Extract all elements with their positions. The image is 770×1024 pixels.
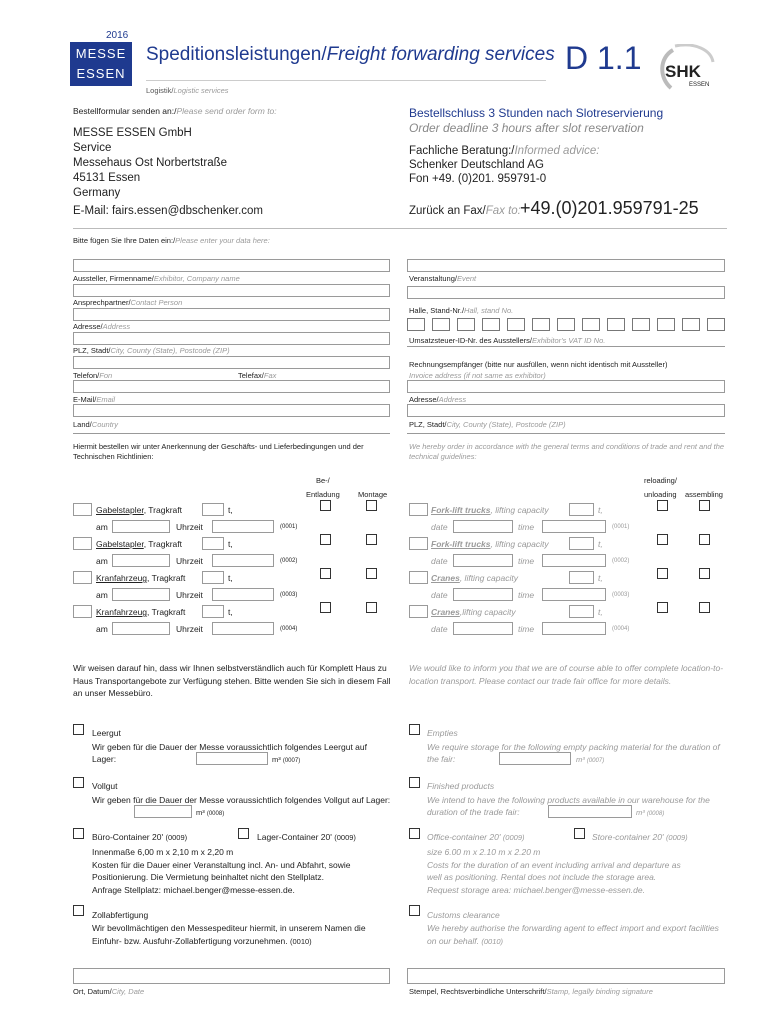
equip-time-en-label: time: [518, 624, 535, 634]
equip-date-en-input[interactable]: [453, 588, 513, 601]
country-label: Land/Country: [73, 420, 119, 429]
customs-de-text: Wir bevollmächtigen den Messespediteur hiermit, in unserem Namen die Einfuhr- bzw. Ausfuhr-Zollabfertigung vorzunehmen. (0010): [92, 923, 366, 946]
equip-label-de: Gabelstapler, Tragkraft: [96, 539, 182, 549]
equip-time-en-input[interactable]: [542, 554, 606, 567]
advice-company: Schenker Deutschland AG: [409, 159, 544, 171]
equip-qty-en-input[interactable]: [409, 537, 428, 550]
recipient-address: [73, 126, 227, 201]
fax-en: Fax to:: [485, 205, 521, 217]
equip-date-en-input[interactable]: [453, 520, 513, 533]
office-de-checkbox[interactable]: [73, 828, 84, 839]
container-en-text: size 6.00 m x 2.10 m x 2.20 m Costs for the duration of an event including arrival and departure as well as positioning. Rental does not include the storage area. Request storage area: michael.benger@messe-essen.de.: [427, 847, 681, 895]
equip-time-de-input[interactable]: [212, 588, 274, 601]
equip-code-en: (0004): [612, 626, 630, 632]
equip-code-de: (0004): [280, 626, 298, 632]
city-label: PLZ, Stadt/City, County (State), Postcode (ZIP): [73, 346, 230, 355]
equip-time-de-input[interactable]: [212, 622, 274, 635]
address-line: Messehaus Ost Norbertstraße: [73, 157, 228, 169]
equip-am-label: am: [96, 522, 108, 532]
equip-unit-en: t,: [598, 539, 603, 549]
equip-date-de-input[interactable]: [112, 622, 170, 635]
equip-unit: t,: [228, 539, 233, 549]
advice-label: [409, 145, 600, 157]
shk-sub: ESSEN: [689, 82, 710, 88]
equip-time-en-input[interactable]: [542, 520, 606, 533]
equip-label-de: Gabelstapler, Tragkraft: [96, 505, 182, 515]
empties-en-unit: m³ (0007): [576, 755, 605, 764]
empties-en-checkbox[interactable]: [409, 724, 420, 735]
col-unload-de-b: Entladung: [306, 490, 340, 499]
equip-unload-de-checkbox[interactable]: [320, 500, 331, 511]
equip-assembly-en-checkbox[interactable]: [699, 500, 710, 511]
title-divider: [146, 80, 546, 81]
full-de-checkbox[interactable]: [73, 777, 84, 788]
equip-qty-en-input[interactable]: [409, 605, 428, 618]
full-en-text: We intend to have the following products available in our warehouse for the duration of the trade fair:: [427, 795, 710, 817]
invoice-address-input[interactable]: [407, 404, 725, 417]
equip-code-de: (0001): [280, 524, 298, 530]
equip-capacity-en-input[interactable]: [569, 571, 594, 584]
transport-en: We would like to inform you that we are of course able to offer complete location-to-location transport. Please contact our trade fair office for more details.: [409, 663, 724, 686]
empties-de-title: Leergut: [92, 728, 121, 738]
equip-time-de-label: Uhrzeit: [176, 624, 203, 634]
equip-unit-en: t,: [598, 573, 603, 583]
address-input[interactable]: [73, 308, 390, 321]
office-en-checkbox[interactable]: [409, 828, 420, 839]
exhibitor-input[interactable]: [73, 259, 390, 272]
equip-assembly-de-checkbox[interactable]: [366, 602, 377, 613]
email-input[interactable]: [73, 380, 390, 393]
invoice-de: Rechnungsempfänger (bitte nur ausfüllen, wenn nicht identisch mit Aussteller): [409, 360, 668, 369]
order-text-en: We hereby order in accordance with the general terms and conditions of trade and rent and the technical guidelines:: [409, 442, 725, 461]
page-title: [146, 44, 555, 66]
contact-input[interactable]: [73, 284, 390, 297]
send-de: Bestellformular senden an:/: [73, 106, 177, 116]
equip-unit: t,: [228, 505, 233, 515]
invoice-name-input[interactable]: [407, 380, 725, 393]
equip-time-de-input[interactable]: [212, 554, 274, 567]
equip-date-en-input[interactable]: [453, 622, 513, 635]
equip-am-label: am: [96, 590, 108, 600]
equip-time-de-label: Uhrzeit: [176, 522, 203, 532]
vat-line: [407, 346, 725, 347]
equip-date-de-input[interactable]: [112, 588, 170, 601]
equip-am-label: am: [96, 624, 108, 634]
equip-unit: t,: [228, 573, 233, 583]
exhibitor-label: Aussteller, Firmenname/Exhibitor, Company name: [73, 274, 240, 283]
equip-qty-en-input[interactable]: [409, 571, 428, 584]
transport-de: Wir weisen darauf hin, dass wir Ihnen selbstverständlich auch für Komplett Haus zu Haus Transportangebote zur Verfügung stehen. Bitte wenden Sie sich in diesem Fall an unser Messebüro.: [73, 663, 391, 698]
equip-assembly-de-checkbox[interactable]: [366, 500, 377, 511]
equip-date-de-input[interactable]: [112, 520, 170, 533]
col-assembly-de: Montage: [358, 490, 388, 499]
store-en-title: Store-container 20' (0009): [592, 832, 688, 842]
equip-qty-input[interactable]: [73, 537, 92, 550]
deadline-de: Bestellschluss 3 Stunden nach Slotreservierung: [409, 106, 664, 120]
fax-label: [409, 205, 521, 217]
signature-input[interactable]: [407, 968, 725, 984]
equip-capacity-en-input[interactable]: [569, 537, 594, 550]
container-de-text: Innenmaße 6,00 m x 2,10 m x 2,20 m Kosten für die Dauer einer Veranstaltung incl. An- und Abfahrt, sowie Positionierung. Die Vermietung beinhaltet nicht den Stellplatz. Anfrage Stellplatz: michael.benger@messe-essen.de.: [92, 847, 351, 895]
full-de-text: Wir geben für die Dauer der Messe voraussichtlich folgendes Vollgut auf Lager:: [92, 795, 391, 805]
equip-capacity-input[interactable]: [202, 571, 224, 584]
equip-date-en-label: date: [431, 590, 448, 600]
intro-de: Bitte fügen Sie Ihre Daten ein:/: [73, 236, 176, 245]
advice-de: Fachliche Beratung:/: [409, 145, 515, 157]
title-de: Speditionsleistungen/: [146, 44, 327, 65]
equip-assembly-de-checkbox[interactable]: [366, 568, 377, 579]
empties-en-text: We require storage for the following empty packing material for the duration of the fair:: [427, 742, 720, 764]
full-de-unit: m³ (0008): [196, 808, 225, 817]
equip-code-en: (0003): [612, 592, 630, 598]
equip-date-en-label: date: [431, 624, 448, 634]
equip-capacity-input[interactable]: [202, 605, 224, 618]
equip-time-en-label: time: [518, 522, 535, 532]
intro-en: Please enter your data here:: [175, 236, 270, 245]
equip-unload-en-checkbox[interactable]: [657, 568, 668, 579]
event-label: Veranstaltung/Event: [409, 274, 477, 283]
equip-capacity-en-input[interactable]: [569, 503, 594, 516]
equip-code-de: (0003): [280, 592, 298, 598]
equip-unit-en: t,: [598, 505, 603, 515]
equip-code-de: (0002): [280, 558, 298, 564]
equip-label-en: Cranes,lifting capacity: [431, 607, 516, 617]
shk-logo: [655, 44, 715, 92]
col-unload-en-b: unloading: [644, 490, 677, 499]
invoice-en: Invoice address (if not same as exhibitor): [409, 371, 546, 380]
equip-unload-de-checkbox[interactable]: [320, 602, 331, 613]
equip-time-en-label: time: [518, 556, 535, 566]
equip-qty-input[interactable]: [73, 503, 92, 516]
full-de-input[interactable]: [134, 805, 192, 818]
equip-date-en-label: date: [431, 522, 448, 532]
equip-unload-en-checkbox[interactable]: [657, 602, 668, 613]
equip-time-de-label: Uhrzeit: [176, 556, 203, 566]
equip-capacity-input[interactable]: [202, 503, 224, 516]
equip-label-de: Kranfahrzeug, Tragkraft: [96, 607, 186, 617]
advice-en: Informed advice:: [514, 145, 600, 157]
full-en-input[interactable]: [548, 805, 632, 818]
equip-code-en: (0001): [612, 524, 630, 530]
fax-de: Zurück an Fax/: [409, 205, 486, 217]
advice-phone: Fon +49. (0)201. 959791-0: [409, 173, 547, 185]
send-en: Please send order form to:: [176, 106, 277, 116]
event-input[interactable]: [407, 286, 725, 299]
empties-en-title: Empties: [427, 728, 458, 738]
equip-time-de-label: Uhrzeit: [176, 590, 203, 600]
invoice-address-label: Adresse/Address: [409, 395, 467, 404]
customs-en-text: We hereby authorise the forwarding agent to effect import and export facilities on our behalf. (0010): [427, 923, 719, 946]
equip-date-en-label: date: [431, 556, 448, 566]
equip-unit: t,: [228, 607, 233, 617]
customs-de-checkbox[interactable]: [73, 905, 84, 916]
equip-unload-de-checkbox[interactable]: [320, 534, 331, 545]
equip-qty-en-input[interactable]: [409, 503, 428, 516]
equip-label-en: Fork-lift trucks, lifting capacity: [431, 539, 549, 549]
send-to-label: [73, 106, 277, 116]
equip-unit-en: t,: [598, 607, 603, 617]
customs-en-title: Customs clearance: [427, 910, 500, 920]
divider: [407, 433, 725, 434]
address-label: Adresse/Address: [73, 322, 131, 331]
phone-label: Telefon/Fon: [73, 371, 113, 380]
col-unload-en-a: reloading/: [644, 476, 677, 485]
vat-label: Umsatzsteuer-ID-Nr. des Ausstellers/Exhibitor's VAT ID No.: [409, 336, 606, 345]
equip-assembly-en-checkbox[interactable]: [699, 534, 710, 545]
deadline-en: Order deadline 3 hours after slot reservation: [409, 121, 644, 135]
hall-label: Halle, Stand-Nr./Hall, stand No.: [409, 306, 514, 315]
equip-capacity-en-input[interactable]: [569, 605, 594, 618]
address-line: 45131 Essen: [73, 172, 141, 184]
equip-time-en-label: time: [518, 590, 535, 600]
city-input[interactable]: [73, 332, 390, 345]
subtitle-de: Logistik/: [146, 86, 174, 95]
place-date-input[interactable]: [73, 968, 390, 984]
shk-text: SHK: [665, 62, 701, 81]
empties-en-input[interactable]: [499, 752, 571, 765]
year: 2016: [106, 30, 129, 41]
invoice-city-label: PLZ, Stadt/City, County (State), Postcode (ZIP): [409, 420, 566, 429]
equip-assembly-en-checkbox[interactable]: [699, 568, 710, 579]
empties-de-unit: m³ (0007): [272, 755, 301, 764]
full-en-checkbox[interactable]: [409, 777, 420, 788]
order-text-de: Hiermit bestellen wir unter Anerkennung der Geschäfts- und Lieferbedingungen und der Technischen Richtlinien:: [73, 442, 364, 461]
divider: [73, 228, 727, 229]
full-en-unit: m³ (0008): [636, 808, 665, 817]
equip-label-en: Cranes, lifting capacity: [431, 573, 518, 583]
place-date-label: Ort, Datum/City, Date: [73, 987, 145, 996]
data-intro: [73, 236, 270, 245]
equip-unload-en-checkbox[interactable]: [657, 534, 668, 545]
contact-label: Ansprechpartner/Contact Person: [73, 298, 183, 307]
office-de-title: Büro-Container 20' (0009): [92, 832, 188, 842]
phone-fax-input[interactable]: [73, 356, 390, 369]
equip-code-en: (0002): [612, 558, 630, 564]
full-de-title: Vollgut: [92, 781, 118, 791]
fax-number: +49.(0)201.959791-25: [520, 198, 699, 218]
subtitle: [146, 86, 229, 95]
equip-label-de: Kranfahrzeug, Tragkraft: [96, 573, 186, 583]
equip-time-en-input[interactable]: [542, 622, 606, 635]
customs-de-title: Zollabfertigung: [92, 910, 149, 920]
title-en: Freight forwarding services: [326, 44, 555, 65]
equip-date-en-input[interactable]: [453, 554, 513, 567]
full-en-title: Finished products: [427, 781, 495, 791]
subtitle-en: Logistic services: [173, 86, 229, 95]
country-input[interactable]: [73, 404, 390, 417]
store-en-checkbox[interactable]: [574, 828, 585, 839]
equip-label-en: Fork-lift trucks, lifting capacity: [431, 505, 549, 515]
logo-line1: MESSE: [75, 46, 127, 61]
equip-time-de-input[interactable]: [212, 520, 274, 533]
equip-am-label: am: [96, 556, 108, 566]
email-label: E-Mail/Email: [73, 395, 116, 404]
equip-assembly-en-checkbox[interactable]: [699, 602, 710, 613]
address-line: Germany: [73, 187, 121, 199]
customs-en-checkbox[interactable]: [409, 905, 420, 916]
signature-label: Stempel, Rechtsverbindliche Unterschrift/Stamp, legally binding signature: [409, 987, 653, 996]
recipient-email: E-Mail: fairs.essen@dbschenker.com: [73, 205, 263, 217]
col-assembly-en: assembling: [685, 490, 723, 499]
equip-unload-de-checkbox[interactable]: [320, 568, 331, 579]
fax-label-field: Telefax/Fax: [238, 371, 277, 380]
store-de-title: Lager-Container 20' (0009): [257, 832, 356, 842]
equip-assembly-de-checkbox[interactable]: [366, 534, 377, 545]
empties-de-input[interactable]: [196, 752, 268, 765]
logo-line2: ESSEN: [76, 66, 126, 81]
address-line: MESSE ESSEN GmbH: [73, 127, 192, 139]
divider: [73, 433, 390, 434]
equip-qty-input[interactable]: [73, 605, 92, 618]
empties-de-text: Wir geben für die Dauer der Messe voraussichtlich folgendes Leergut auf Lager:: [92, 742, 367, 764]
equip-date-de-input[interactable]: [112, 554, 170, 567]
equip-capacity-input[interactable]: [202, 537, 224, 550]
col-unload-de-a: Be-/: [316, 476, 330, 485]
equip-time-en-input[interactable]: [542, 588, 606, 601]
store-de-checkbox[interactable]: [238, 828, 249, 839]
equip-qty-input[interactable]: [73, 571, 92, 584]
equip-unload-en-checkbox[interactable]: [657, 500, 668, 511]
office-en-title: Office-container 20' (0009): [427, 832, 525, 842]
empties-de-checkbox[interactable]: [73, 724, 84, 735]
messe-essen-logo: [70, 42, 132, 86]
address-line: Service: [73, 142, 112, 154]
event-input-top[interactable]: [407, 259, 725, 272]
doc-code: D 1.1: [565, 40, 642, 76]
